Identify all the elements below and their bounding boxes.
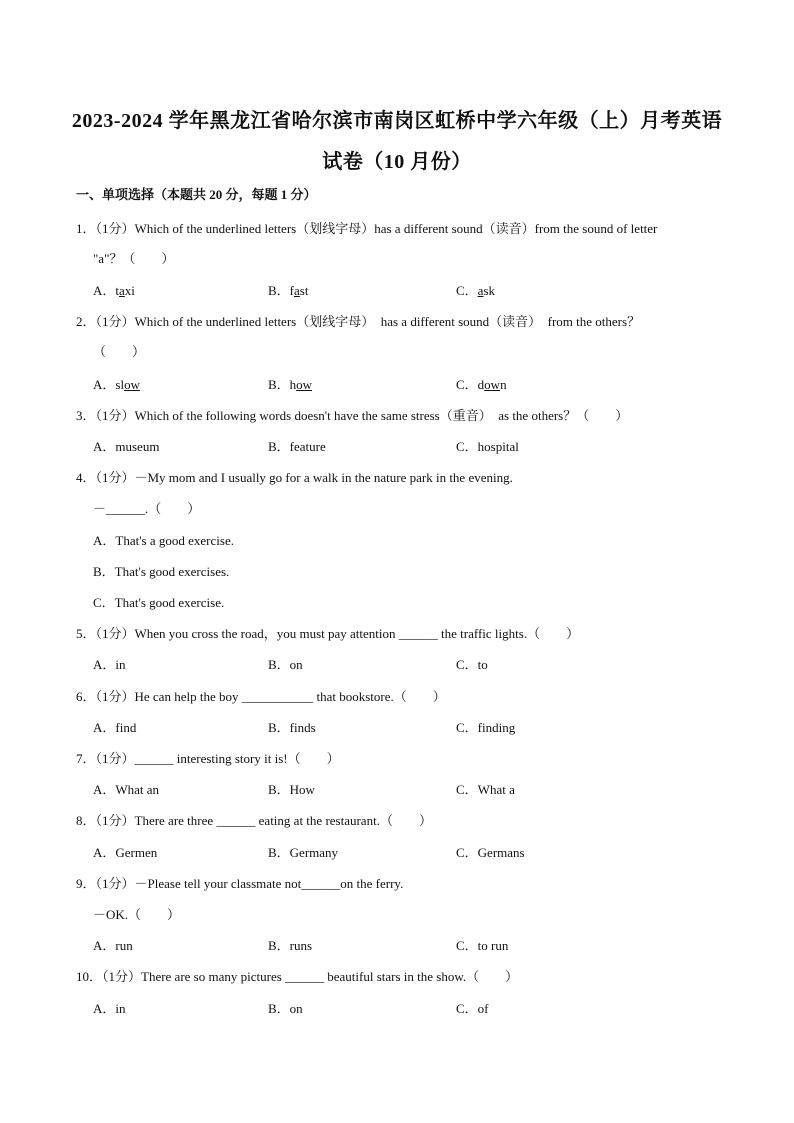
question-1-cont: "a"？（ ） <box>93 251 175 266</box>
q3-option-b: B．feature <box>268 439 326 454</box>
q9-option-b: B．runs <box>268 938 313 953</box>
q9-option-c: C．to run <box>456 938 509 953</box>
exam-title-line1: 2023-2024 学年黑龙江省哈尔滨市南岗区虹桥中学六年级（上）月考英语 <box>71 110 723 132</box>
q4-option-c: C．That's good exercise. <box>93 595 225 610</box>
q7-option-c: C．What a <box>456 782 515 797</box>
question-4-cont: －______.（ ） <box>93 501 201 516</box>
q7-option-a: A．What an <box>93 782 160 797</box>
question-5: 5．（1分）When you cross the road，you must pay attention ______ the traffic lights.（ ） <box>76 626 580 641</box>
q1-option-c: C．ask <box>456 283 496 298</box>
question-2-cont: （ ） <box>93 344 146 359</box>
q3-option-a: A．museum <box>93 439 160 454</box>
q3-option-c: C．hospital <box>456 439 519 454</box>
exam-title-line2: 试卷（10 月份） <box>322 151 472 173</box>
q5-option-c: C．to <box>456 657 488 672</box>
question-7: 7．（1分）______ interesting story it is!（ ） <box>76 751 340 766</box>
q6-option-b: B．finds <box>268 720 316 735</box>
q10-option-a: A．in <box>93 1001 126 1016</box>
q4-option-a: A．That's a good exercise. <box>93 533 234 548</box>
q1-option-b: B．fast <box>268 283 309 298</box>
q6-option-c: C．finding <box>456 720 516 735</box>
question-9-cont: －OK.（ ） <box>93 907 181 922</box>
q8-option-b: B．Germany <box>268 845 339 860</box>
q4-option-b: B．That's good exercises. <box>93 564 230 579</box>
question-9: 9．（1分）－Please tell your classmate not______on the ferry. <box>76 876 404 891</box>
section-heading: 一、单项选择（本题共 20 分，每题 1 分） <box>76 187 317 202</box>
q2-option-b: B．how <box>268 377 313 392</box>
q2-option-c: C．down <box>456 377 507 392</box>
question-10: 10．（1分）There are so many pictures ______ beautiful stars in the show.（ ） <box>76 969 519 984</box>
q7-option-b: B．How <box>268 782 315 797</box>
q8-option-a: A．Germen <box>93 845 158 860</box>
question-2: 2．（1分）Which of the underlined letters（划线字母） has a different sound（读音） from the others？ <box>76 314 641 329</box>
q5-option-b: B．on <box>268 657 303 672</box>
q5-option-a: A．in <box>93 657 126 672</box>
question-6: 6．（1分）He can help the boy ___________ that bookstore.（ ） <box>76 689 446 704</box>
q1-option-a: A．taxi <box>93 283 135 298</box>
q9-option-a: A．run <box>93 938 133 953</box>
question-8: 8．（1分）There are three ______ eating at the restaurant.（ ） <box>76 813 432 828</box>
q10-option-c: C．of <box>456 1001 489 1016</box>
q6-option-a: A．find <box>93 720 137 735</box>
question-3: 3．（1分）Which of the following words doesn't have the same stress（重音） as the others？（ ） <box>76 408 629 423</box>
q10-option-b: B．on <box>268 1001 303 1016</box>
question-4: 4．（1分）－My mom and I usually go for a walk in the nature park in the evening. <box>76 470 513 485</box>
question-1: 1．（1分）Which of the underlined letters（划线字母）has a different sound（读音）from the sound of letter <box>76 221 658 236</box>
q2-option-a: A．slow <box>93 377 140 392</box>
q8-option-c: C．Germans <box>456 845 525 860</box>
